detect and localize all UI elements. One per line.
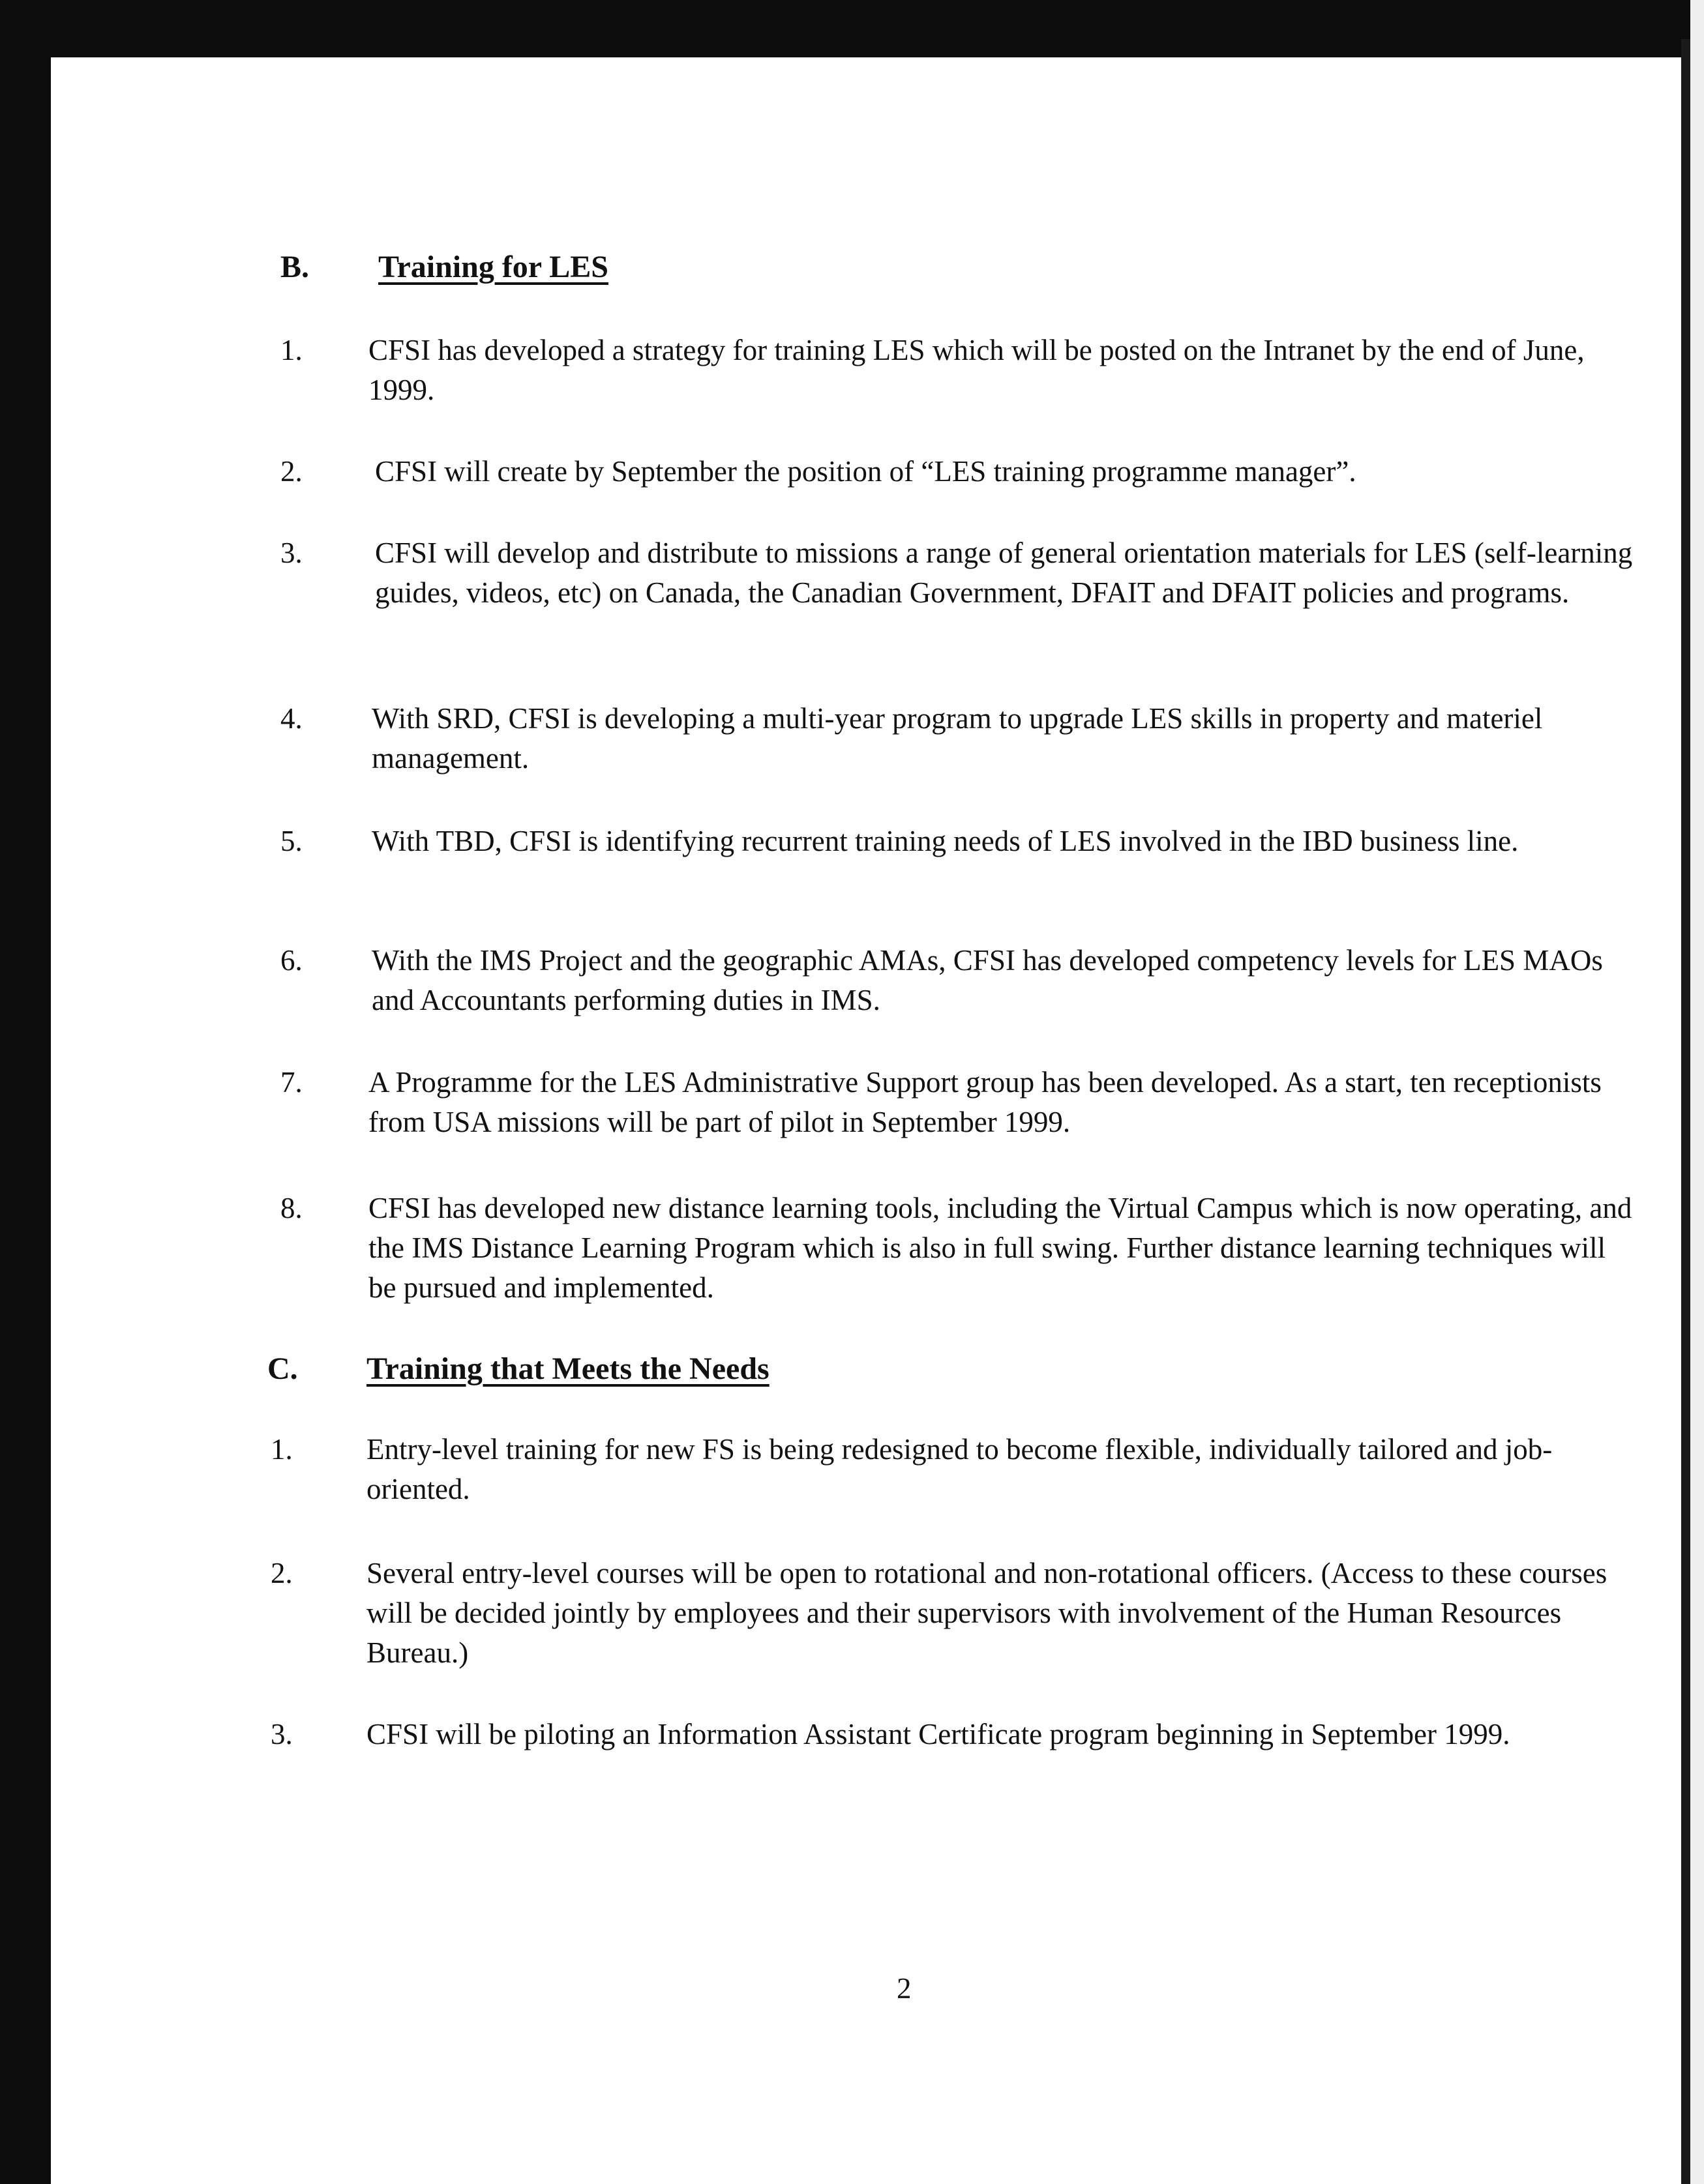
item-text: CFSI has developed new distance learning tools, including the Virtual Campus which is now operating, and the IMS Distance Learning Program which is also in full swing. Further distance learning techniques will be pursued and implemented. (368, 1192, 1632, 1304)
item-text: CFSI will create by September the position of “LES training programme manager”. (375, 455, 1356, 488)
section-c-letter: C. (267, 1351, 298, 1386)
section-b-title: Training for LES (378, 250, 608, 284)
item-number: 5. (280, 825, 303, 857)
scan-right-margin (1690, 0, 1704, 2184)
section-c-title: Training that Meets the Needs (366, 1351, 770, 1386)
section-b-letter: B. (280, 250, 310, 284)
item-number: 2. (280, 455, 303, 488)
item-text: With TBD, CFSI is identifying recurrent training needs of LES involved in the IBD business line. (372, 825, 1519, 857)
item-number: 3. (271, 1718, 293, 1750)
item-number: 2. (271, 1557, 293, 1589)
item-text: With the IMS Project and the geographic AMAs, CFSI has developed competency levels for LES MAOs and Accountants performing duties in IMS. (372, 944, 1603, 1016)
item-number: 1. (271, 1433, 293, 1466)
item-number: 1. (280, 334, 303, 366)
page-number: 2 (897, 1972, 912, 2005)
item-number: 7. (280, 1066, 303, 1099)
item-text: CFSI will be piloting an Information Assistant Certificate program beginning in September 1999. (366, 1718, 1510, 1750)
item-text: CFSI will develop and distribute to missions a range of general orientation materials for LES (self-learning guides, videos, etc) on Canada, the Canadian Government, DFAIT and DFAIT policies and programs. (375, 537, 1633, 609)
scan-right-edge (1681, 39, 1690, 2184)
item-text: CFSI has developed a strategy for training LES which will be posted on the Intranet by the end of June, 1999. (368, 334, 1585, 406)
item-number: 8. (280, 1192, 303, 1224)
item-text: A Programme for the LES Administrative Support group has been developed. As a start, ten receptionists from USA missions will be part of pilot in September 1999. (368, 1066, 1602, 1138)
scan-left-border (0, 0, 51, 2184)
item-number: 3. (280, 537, 303, 569)
item-text: Several entry-level courses will be open to rotational and non-rotational officers. (Access to these courses will be decided jointly by employees and their supervisors with involvement of the Human Resources Bureau.) (366, 1557, 1607, 1669)
item-text: Entry-level training for new FS is being redesigned to become flexible, individually tailored and job-oriented. (366, 1433, 1553, 1505)
item-text: With SRD, CFSI is developing a multi-year program to upgrade LES skills in property and materiel management. (372, 702, 1543, 775)
scan-top-border (0, 0, 1704, 57)
item-number: 4. (280, 702, 303, 735)
item-number: 6. (280, 944, 303, 977)
